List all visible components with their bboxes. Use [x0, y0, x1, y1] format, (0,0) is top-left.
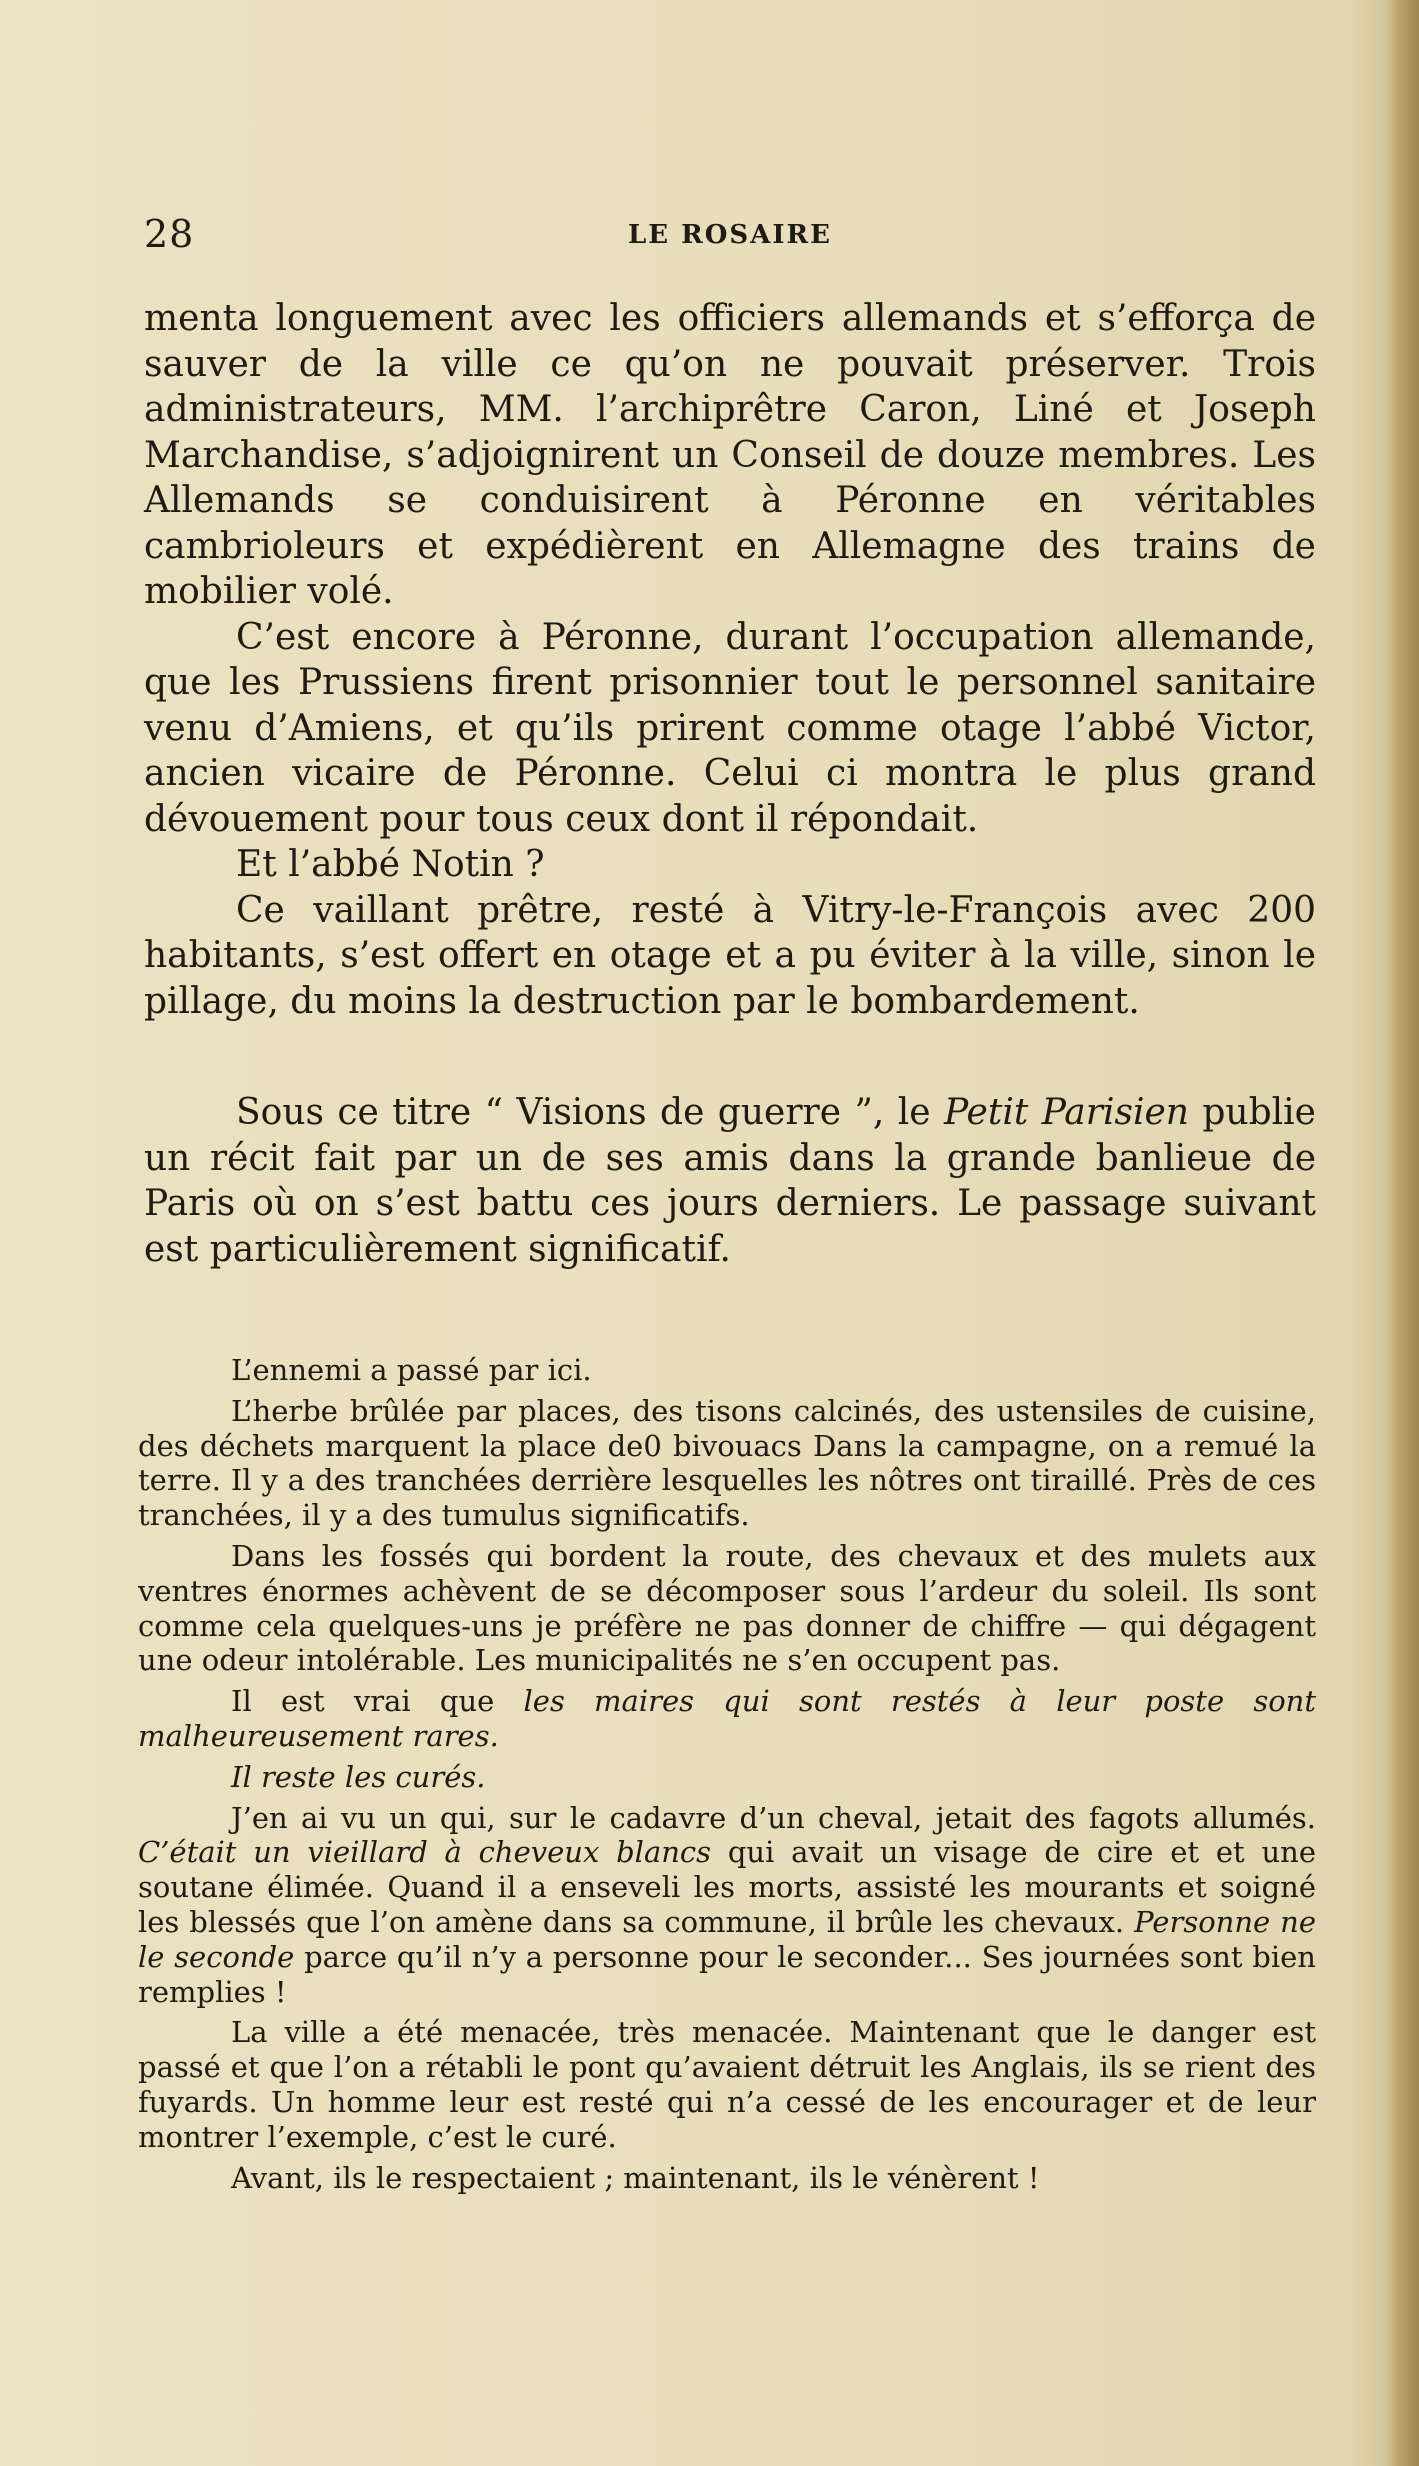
- section-gap: [144, 1024, 1316, 1090]
- quote-paragraph: Avant, ils le respectaient ; maintenant, ils le vénèrent !: [231, 2160, 1040, 2195]
- quote-paragraph: La ville a été menacée, très menacée. Maintenant que le danger est passé et que l’on a rétabli le pont qu’avaient détruit les Anglais, ils se rient des fuyards. Un homme leur est resté qui n’a cessé de les encourager et de leur montrer l’exemple, c’est le curé.: [138, 2015, 1316, 2154]
- quote-paragraph: Dans les fossés qui bordent la route, des chevaux et des mulets aux ventres énormes achèvent de se décomposer sous l’ardeur du soleil. Ils sont comme cela quelques-uns je préfère ne pas donner de chiffre — qui dégagent une odeur intolérable. Les municipalités ne s’en occupent pas.: [138, 1538, 1316, 1678]
- paragraph: [144, 1090, 1316, 1272]
- newspaper-title: Petit Parisien: [943, 1092, 1189, 1133]
- quote-paragraph: [138, 1801, 1316, 2010]
- text-run: Sous ce titre “ Visions de guerre ”, le: [236, 1092, 944, 1133]
- text-run: Il est vrai que: [231, 1684, 524, 1719]
- quote-paragraph: L’ennemi a passé par ici.: [231, 1353, 592, 1387]
- italic-run: Il reste les curés.: [231, 1759, 486, 1794]
- paragraph: C’est encore à Péronne, durant l’occupation allemande, que les Prussiens firent prisonnier tout le personnel sanitaire venu d’Amiens, et qu’ils prirent comme otage l’abbé Victor, ancien vicaire de Péronne. Celui ci montra le plus grand dévouement pour tous ceux dont il répondait.: [144, 616, 1316, 840]
- text-run: publie un récit fait par un de ses amis dans la grande banlieue de Paris où on s’est battu ces jours derniers. Le passage suivant est particulièrement significatif.: [144, 1092, 1316, 1270]
- quote-paragraph: [138, 1684, 1316, 1754]
- quote-paragraph: [138, 1760, 1316, 1795]
- paragraph: Ce vaillant prêtre, resté à Vitry-le-François avec 200 habitants, s’est offert en otage et a pu éviter à la ville, sinon le pillage, du moins la destruction par le bombardement.: [144, 889, 1316, 1022]
- text-run: qui avait un visage de cire et et une soutane élimée. Quand il a enseveli les morts, assisté les mourants et soigné les blessés que l’on amène dans sa commune, il brûle les chevaux.: [138, 1835, 1316, 1939]
- italic-run: Personne ne le seconde: [138, 1904, 1316, 1974]
- quote-paragraph: L’herbe brûlée par places, des tisons calcinés, des ustensiles de cuisine, des déchets marquent la place de0 bivouacs Dans la campagne, on a remué la terre. Il y a des tranchées derrière lesquelles les nôtres ont tiraillé. Près de ces tranchées, il y a des tumulus significatifs.: [138, 1393, 1316, 1533]
- page-number: 28: [144, 212, 195, 256]
- page-header: [144, 212, 1316, 262]
- paragraph: Et l’abbé Notin ?: [236, 844, 545, 885]
- text-run: J’en ai vu un qui, sur le cadavre d’un cheval, jetait des fagots allumés.: [231, 1800, 1316, 1835]
- italic-run: les maires qui sont restés à leur poste sont malheureusement rares.: [138, 1684, 1316, 1753]
- running-title: LE ROSAIRE: [628, 220, 832, 250]
- main-text: [144, 296, 1316, 1272]
- italic-run: C’était un vieillard à cheveux blancs: [138, 1835, 712, 1870]
- text-run: parce qu’il n’y a personne pour le seconder... Ses journées sont bien remplies !: [138, 1939, 1316, 2009]
- paragraph: menta longuement avec les officiers allemands et s’efforça de sauver de la ville ce qu’on ne pouvait préserver. Trois administrateurs, MM. l’archiprêtre Caron, Liné et Joseph Marchandise, s’adjoignirent un Conseil de douze membres. Les Allemands se conduisirent à Péronne en véritables cambrioleurs et expédièrent en Allemagne des trains de mobilier volé.: [144, 298, 1316, 612]
- quoted-excerpt: [138, 1353, 1316, 2201]
- page-edge: [1385, 0, 1419, 2466]
